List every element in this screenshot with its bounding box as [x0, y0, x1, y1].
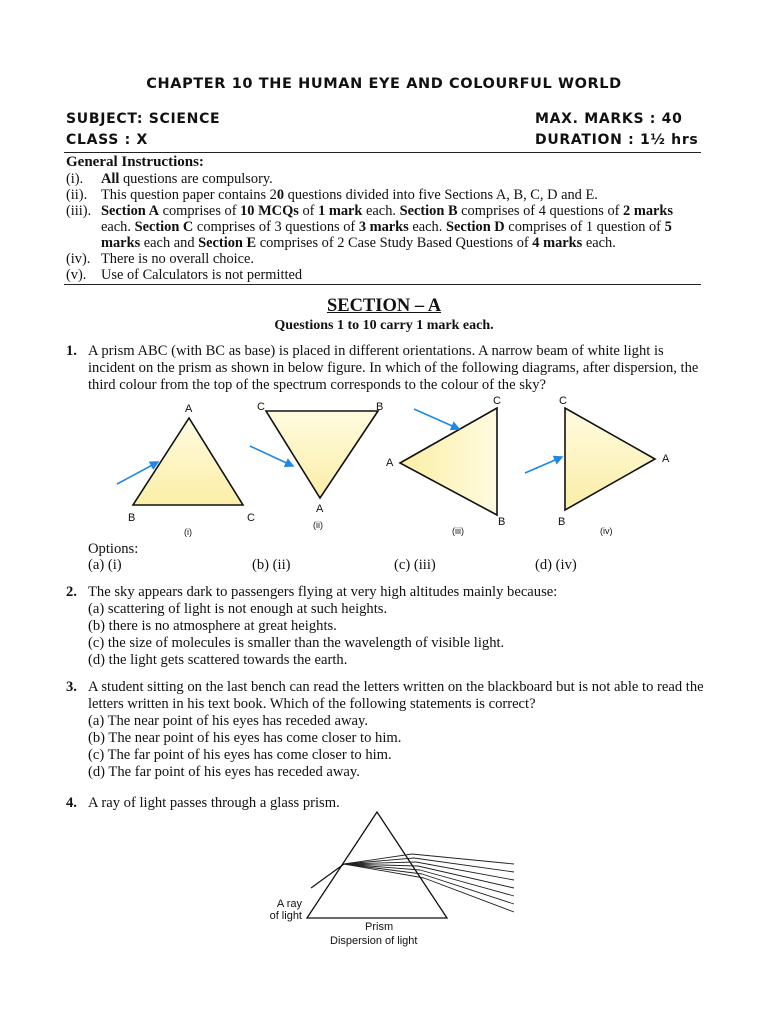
- instruction-text: This question paper contains 20 questions divided into five Sections A, B, C, D and E.: [101, 187, 598, 203]
- section-subtitle: Questions 1 to 10 carry 1 mark each.: [274, 318, 494, 333]
- d4-label-bottom: B: [558, 516, 566, 528]
- instruction-text: All questions are compulsory.: [101, 171, 273, 187]
- figure-caption: Dispersion of light: [330, 935, 418, 947]
- instruction-text: Section A comprises of 10 MCQs of 1 mark each. Section B comprises of 4 questions of 2 marks each. Section C comprises of 3 questions of 3 marks each. Section D comprises of 1 question of 5 marks each and Section E comprises of 2 Case Study Based Questions of 4 marks each.: [101, 203, 674, 251]
- instructions-heading: General Instructions:: [66, 154, 204, 170]
- incident-ray: [311, 864, 344, 888]
- instruction-number: (v).: [66, 267, 87, 283]
- subject-label: SUBJECT: SCIENCE: [66, 111, 221, 127]
- ray-label: [268, 898, 302, 922]
- d1-caption: (i): [184, 527, 192, 537]
- instruction-number: (iv).: [66, 251, 91, 267]
- class-label: CLASS : X: [66, 132, 149, 148]
- q4-text: A ray of light passes through a glass prism.: [88, 795, 340, 811]
- d3-label-top: C: [493, 395, 501, 407]
- q3-number: 3.: [66, 679, 77, 695]
- q3-option-a: (a) The near point of his eyes has receded away.: [88, 713, 368, 729]
- prism-i: [133, 418, 243, 505]
- q2-text: The sky appears dark to passengers flying at very high altitudes mainly because:: [88, 584, 558, 600]
- d4-label-right: A: [662, 453, 670, 465]
- d3-caption: (iii): [452, 526, 464, 536]
- duration-label: DURATION : 1½ hrs: [535, 132, 699, 148]
- prism-iv: [565, 408, 655, 510]
- dispersed-rays: [344, 854, 514, 912]
- d2-label-tl: C: [257, 401, 265, 413]
- ray-label-line2: of light: [269, 910, 302, 922]
- section-title: SECTION – A: [326, 296, 442, 316]
- ray-iv: [525, 457, 562, 473]
- q1-text: A prism ABC (with BC as base) is placed in different orientations. A narrow beam of white light is incident on the prism as shown in below figure. In which of the following diagrams, after dispersion, the third colour from the top of the spectrum corresponds to the colour of the sky?: [88, 343, 699, 393]
- q2-option-a: (a) scattering of light is not enough at such heights.: [88, 601, 388, 617]
- d4-caption: (iv): [600, 526, 613, 536]
- q3-option-d: (d) The far point of his eyes has receded away.: [88, 764, 360, 780]
- chapter-title: CHAPTER 10 THE HUMAN EYE AND COLOURFUL WORLD: [146, 76, 622, 92]
- q2-number: 2.: [66, 584, 77, 600]
- d4-label-top: C: [559, 395, 567, 407]
- d2-caption: (ii): [313, 520, 323, 530]
- instructions-divider: [64, 284, 701, 285]
- d1-label-br: C: [247, 512, 255, 524]
- instruction-text: Use of Calculators is not permitted: [101, 267, 303, 283]
- d2-label-bottom: A: [316, 503, 324, 515]
- ray-ii: [250, 446, 293, 466]
- d3-label-left: A: [386, 457, 394, 469]
- ray-label-line1: A ray: [276, 898, 302, 910]
- d2-label-tr: B: [376, 401, 384, 413]
- q1-prism-figures: [0, 395, 768, 545]
- ray-iii: [414, 409, 459, 429]
- prism-label: Prism: [365, 921, 394, 933]
- d3-label-bottom: B: [498, 516, 506, 528]
- d1-label-top: A: [185, 403, 193, 415]
- q1-option-a: (a) (i): [88, 557, 122, 573]
- instruction-number: (ii).: [66, 187, 88, 203]
- q1-option-b: (b) (ii): [252, 557, 291, 573]
- q4-number: 4.: [66, 795, 77, 811]
- q2-option-d: (d) the light gets scattered towards the earth.: [88, 652, 348, 668]
- q1-number: 1.: [66, 343, 77, 359]
- q1-option-d: (d) (iv): [535, 557, 577, 573]
- prism-ii: [266, 411, 378, 498]
- q3-option-b: (b) The near point of his eyes has come closer to him.: [88, 730, 402, 746]
- q1-option-c: (c) (iii): [394, 557, 436, 573]
- q3-text: A student sitting on the last bench can read the letters written on the blackboard but is not able to read the letters written in his text book. Which of the following statements is correct?: [88, 679, 704, 712]
- q1-options-label: Options:: [88, 541, 139, 557]
- instruction-number: (i).: [66, 171, 84, 187]
- d1-label-bl: B: [128, 512, 136, 524]
- max-marks-label: MAX. MARKS : 40: [535, 111, 683, 127]
- q3-option-c: (c) The far point of his eyes has come closer to him.: [88, 747, 392, 763]
- q2-option-c: (c) the size of molecules is smaller than the wavelength of visible light.: [88, 635, 505, 651]
- q2-option-b: (b) there is no atmosphere at great heights.: [88, 618, 337, 634]
- instruction-text: There is no overall choice.: [101, 251, 255, 267]
- instruction-number: (iii).: [66, 203, 92, 219]
- header-divider: [64, 152, 701, 153]
